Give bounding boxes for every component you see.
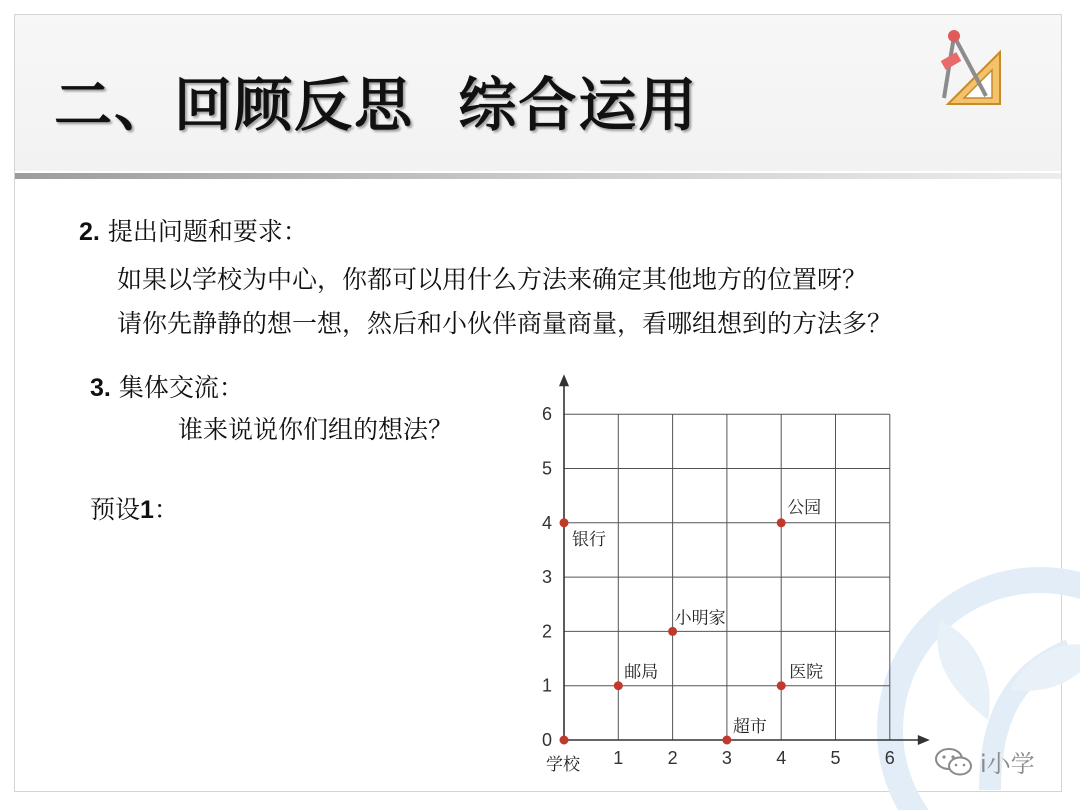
data-point [560, 518, 569, 527]
y-tick-label: 2 [541, 621, 552, 642]
y-tick-label: 5 [541, 458, 552, 479]
page-title: 二、回顾反思 综合运用 [54, 71, 699, 139]
y-tick-label: 1 [541, 675, 552, 696]
preset-colon: ： [153, 495, 179, 524]
x-tick-label: 6 [884, 748, 895, 768]
wechat-icon [934, 746, 974, 778]
y-tick-label: 4 [541, 512, 552, 533]
account-credit [934, 744, 1035, 779]
section3-heading-text: 集体交流： [118, 373, 244, 402]
data-point-label: 小明家 [674, 608, 726, 629]
data-point-label: 公园 [787, 497, 822, 518]
preset-label [90, 490, 179, 526]
y-tick-label: 0 [541, 730, 552, 750]
account-name: i小学 [980, 750, 1035, 778]
grid-lines [564, 414, 890, 740]
y-tick-label: 3 [541, 567, 552, 588]
data-point [614, 681, 623, 690]
preset-label-text: 预设 [90, 495, 141, 524]
x-tick-label: 2 [667, 748, 678, 768]
x-tick-label: 4 [776, 748, 787, 768]
x-axis-arrow [918, 735, 930, 745]
data-point-label: 超市 [732, 717, 767, 737]
axes [559, 374, 930, 745]
data-point-label: 学校 [546, 755, 580, 775]
data-point [777, 681, 786, 690]
x-tick-label: 5 [830, 748, 841, 768]
data-point-label: 银行 [572, 529, 606, 550]
section2-heading [79, 212, 308, 248]
data-point-label: 医院 [789, 662, 824, 683]
section3-heading [90, 368, 244, 404]
section3-question: 谁来说说你们组的想法？ [178, 415, 454, 444]
data-point [777, 518, 786, 527]
data-point-label: 邮局 [624, 662, 659, 683]
section3-number: 3. [90, 374, 111, 402]
section2-number: 2. [79, 218, 100, 246]
section2-line-1: 如果以学校为中心，你都可以用什么方法来确定其他地方的位置呀？ [117, 265, 868, 294]
section2-heading-text: 提出问题和要求： [107, 217, 308, 246]
x-tick-label: 3 [721, 748, 732, 768]
title-divider [15, 173, 1061, 179]
drafting-tools-icon [934, 26, 1006, 110]
coordinate-grid-chart [520, 372, 940, 782]
x-tick-label: 1 [613, 748, 624, 768]
preset-number: 1 [140, 496, 154, 524]
data-point [560, 736, 569, 745]
tick-labels [542, 404, 895, 768]
y-axis-arrow [559, 374, 569, 386]
section2-line-2: 请你先静静的想一想，然后和小伙伴商量商量，看哪组想到的方法多？ [117, 309, 893, 338]
data-point [722, 736, 731, 745]
y-tick-label: 6 [541, 404, 552, 425]
